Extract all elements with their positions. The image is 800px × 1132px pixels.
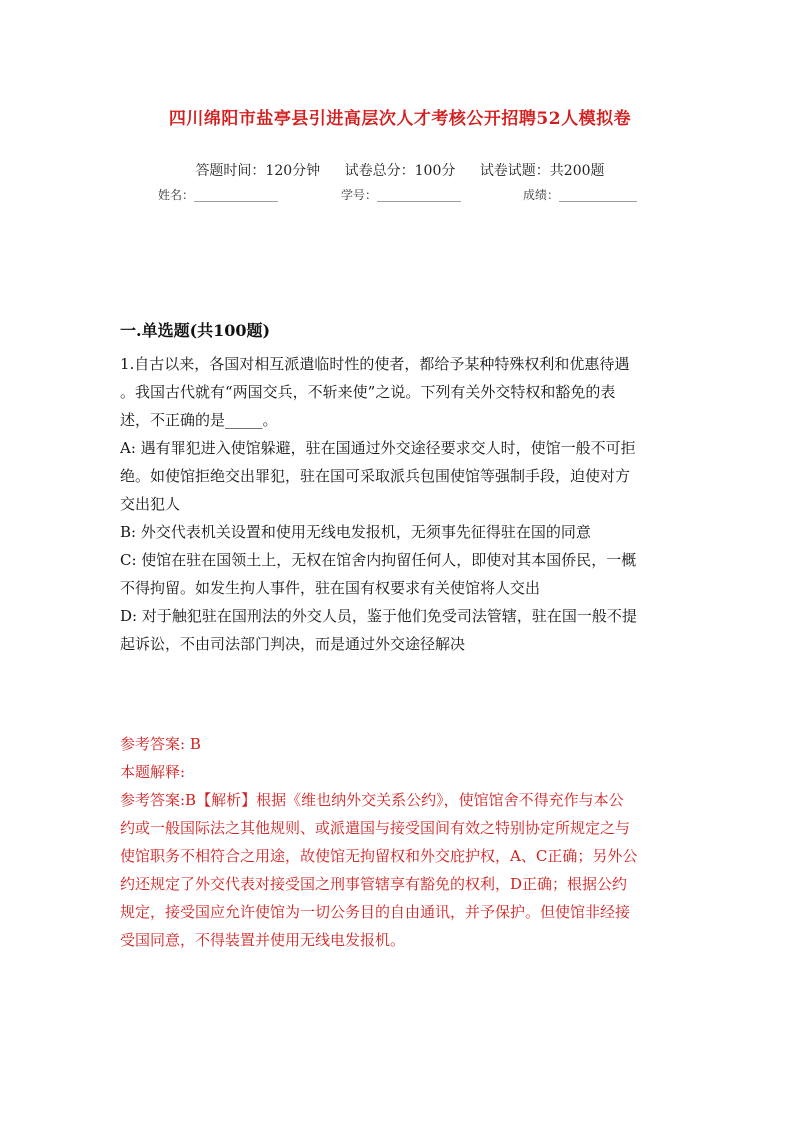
explain-line: 受国同意，不得装置并使用无线电发报机。 [120, 931, 406, 949]
option-a-line: 交出犯人 [120, 495, 181, 513]
option-b-line: B: 外交代表机关设置和使用无线电发报机，无须事先征得驻在国的同意 [120, 523, 591, 541]
exam-meta [0, 160, 800, 180]
page-title: 四川绵阳市盐亭县引进高层次人才考核公开招聘52人模拟卷 [168, 109, 632, 129]
question-block [120, 350, 685, 658]
question-stem-line: 述，不正确的是_____。 [120, 411, 278, 429]
option-d-line: D: 对于触犯驻在国刑法的外交人员，鉴于他们免受司法管辖，驻在国一般不提 [120, 607, 637, 625]
question-stem-line: 1.自古以来，各国对相互派遣临时性的使者，都给予某种特殊权利和优惠待遇 [120, 355, 630, 373]
explain-line: 参考答案:B【解析】根据《维也纳外交关系公约》，使馆馆舍不得充作与本公 [120, 791, 624, 809]
score-field: 成绩：_____________ [523, 188, 638, 202]
section-title: 一.单选题(共100题) [120, 321, 271, 340]
option-c-line: 不得拘留。如发生拘人事件，驻在国有权要求有关使馆将人交出 [120, 579, 541, 597]
explain-label: 本题解释: [120, 763, 186, 781]
name-field: 姓名：______________ [158, 188, 279, 202]
option-d-line: 起诉讼，不由司法部门判决，而是通过外交途径解决 [120, 635, 466, 653]
explain-line: 规定，接受国应允许使馆为一切公务目的自由通讯，并予保护。但使馆非经接 [120, 903, 631, 921]
answer-block [120, 730, 685, 954]
student-fields [158, 186, 637, 203]
meta-time: 答题时间：120分钟 [195, 163, 321, 179]
answer-label: 参考答案: B [120, 735, 201, 753]
option-a-line: A: 遇有罪犯进入使馆躲避，驻在国通过外交途径要求交人时，使馆一般不可拒 [120, 439, 636, 457]
question-stem-line: 。我国古代就有“两国交兵，不斩来使”之说。下列有关外交特权和豁免的表 [120, 383, 616, 401]
explain-line: 约或一般国际法之其他规则、或派遣国与接受国间有效之特别协定所规定之与 [120, 819, 631, 837]
meta-total: 试卷总分：100分 [344, 163, 456, 179]
explain-line: 约还规定了外交代表对接受国之刑事管辖享有豁免的权利，D正确；根据公约 [120, 875, 628, 893]
id-field: 学号：______________ [341, 188, 462, 202]
explain-line: 使馆职务不相符合之用途，故使馆无拘留权和外交庇护权，A、C正确；另外公 [120, 847, 638, 865]
option-c-line: C: 使馆在驻在国领土上，无权在馆舍内拘留任何人，即使对其本国侨民，一概 [120, 551, 637, 569]
meta-count: 试卷试题：共200题 [479, 163, 605, 179]
option-a-line: 绝。如使馆拒绝交出罪犯，驻在国可采取派兵包围使馆等强制手段，迫使对方 [120, 467, 631, 485]
